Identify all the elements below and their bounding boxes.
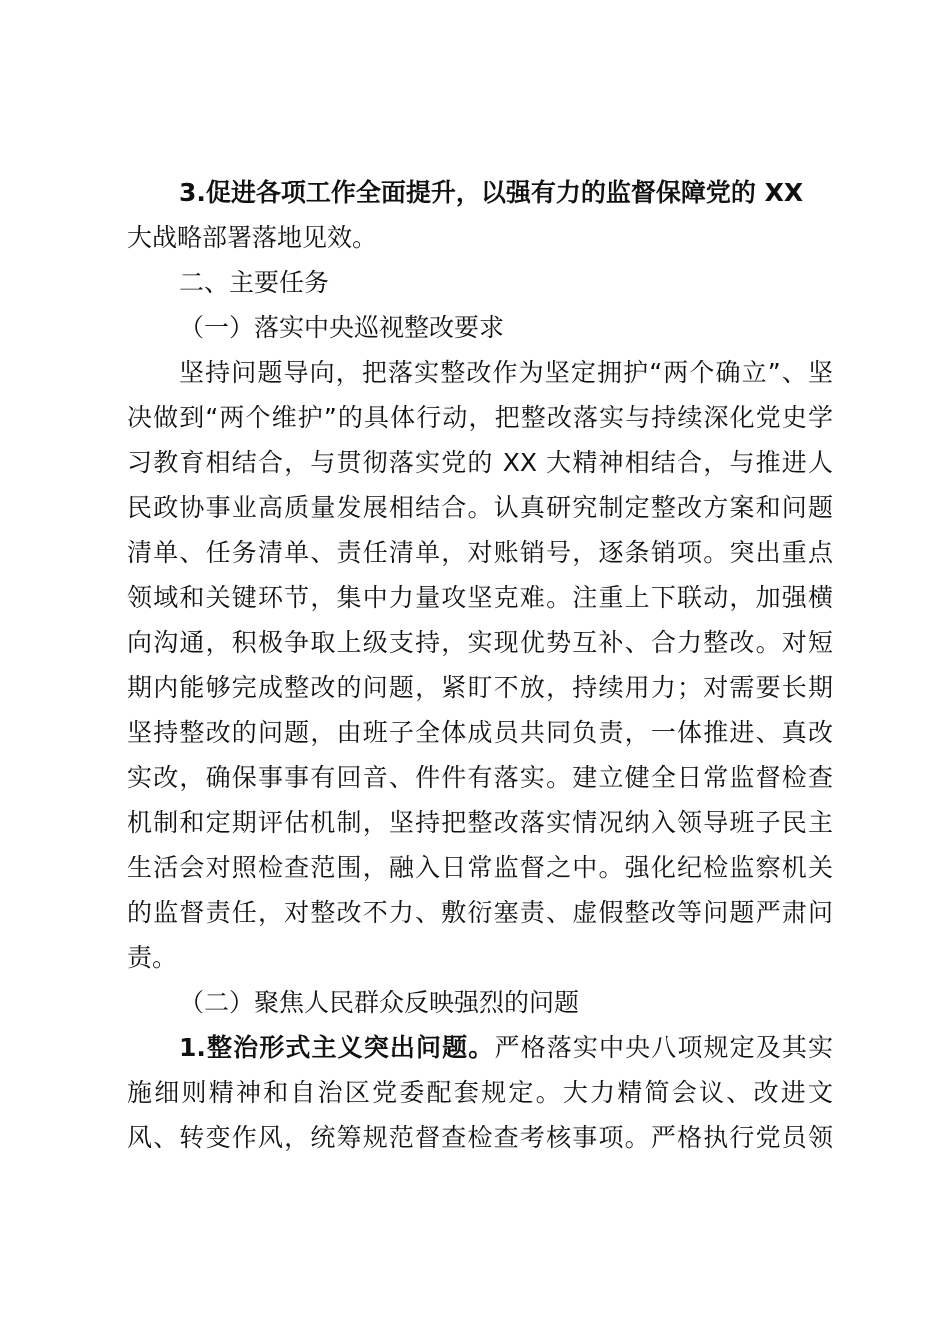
paragraph-line bbox=[127, 665, 833, 710]
line-text: 向沟通，积极争取上级支持，实现优势互补、合力整改。对短 bbox=[127, 628, 833, 657]
line-text: 责。 bbox=[127, 943, 178, 972]
paragraph-line bbox=[127, 845, 833, 890]
heading-text: 二、主要任务 bbox=[179, 268, 330, 297]
line-text: 的监督责任，对整改不力、敷衍塞责、虚假整改等问题严肃问 bbox=[127, 898, 833, 927]
heading-text: （二）聚焦人民群众反映强烈的问题 bbox=[179, 988, 580, 1017]
line-text: 大战略部署落地见效。 bbox=[127, 223, 378, 252]
line-text: 清单、任务清单、责任清单，对账销号，逐条销项。突出重点 bbox=[127, 538, 833, 567]
subsection-heading-1 bbox=[127, 305, 833, 350]
line-text: 风、转变作风，统筹规范督查检查考核事项。严格执行党员领 bbox=[127, 1123, 833, 1152]
document-body bbox=[127, 170, 833, 1160]
line-text: 严格落实中央八项规定及其实 bbox=[494, 1033, 833, 1062]
goal-heading-3 bbox=[127, 170, 833, 215]
line-text: 坚持问题导向，把落实整改作为坚定拥护“两个确立”、坚 bbox=[179, 358, 833, 387]
line-text: 决做到“两个维护”的具体行动，把整改落实与持续深化党史学 bbox=[127, 403, 833, 432]
line-text: 施细则精神和自治区党委配套规定。大力精简会议、改进文 bbox=[127, 1078, 833, 1107]
paragraph-line bbox=[127, 1070, 833, 1115]
line-text: 民政协事业高质量发展相结合。认真研究制定整改方案和问题 bbox=[127, 493, 833, 522]
paragraph-line bbox=[127, 215, 833, 260]
paragraph-line bbox=[127, 935, 833, 980]
paragraph-line bbox=[127, 395, 833, 440]
paragraph-line bbox=[127, 800, 833, 845]
heading-text: 3.促进各项工作全面提升，以强有力的监督保障党的 XX bbox=[179, 178, 804, 207]
paragraph-line bbox=[127, 890, 833, 935]
paragraph-line bbox=[127, 1025, 833, 1070]
paragraph-line bbox=[127, 1115, 833, 1160]
paragraph-line bbox=[127, 530, 833, 575]
line-text: 实改，确保事事有回音、件件有落实。建立健全日常监督检查 bbox=[127, 763, 833, 792]
line-text: 生活会对照检查范围，融入日常监督之中。强化纪检监察机关 bbox=[127, 853, 833, 882]
paragraph-line bbox=[127, 575, 833, 620]
line-text: 机制和定期评估机制，坚持把整改落实情况纳入领导班子民主 bbox=[127, 808, 833, 837]
paragraph-line bbox=[127, 755, 833, 800]
subsection-heading-2 bbox=[127, 980, 833, 1025]
line-text: 习教育相结合，与贯彻落实党的 XX 大精神相结合，与推进人 bbox=[127, 448, 833, 477]
paragraph-line bbox=[127, 620, 833, 665]
heading-text: （一）落实中央巡视整改要求 bbox=[179, 313, 505, 342]
paragraph-line bbox=[127, 440, 833, 485]
paragraph-line bbox=[127, 710, 833, 755]
line-text: 领域和关键环节，集中力量攻坚克难。注重上下联动，加强横 bbox=[127, 583, 833, 612]
bold-lead-text: 1.整治形式主义突出问题。 bbox=[179, 1033, 495, 1062]
line-text: 期内能够完成整改的问题，紧盯不放，持续用力；对需要长期 bbox=[127, 673, 833, 702]
paragraph-line bbox=[127, 350, 833, 395]
line-text: 坚持整改的问题，由班子全体成员共同负责，一体推进、真改 bbox=[127, 718, 833, 747]
section-heading-main-tasks bbox=[127, 260, 833, 305]
paragraph-line bbox=[127, 485, 833, 530]
